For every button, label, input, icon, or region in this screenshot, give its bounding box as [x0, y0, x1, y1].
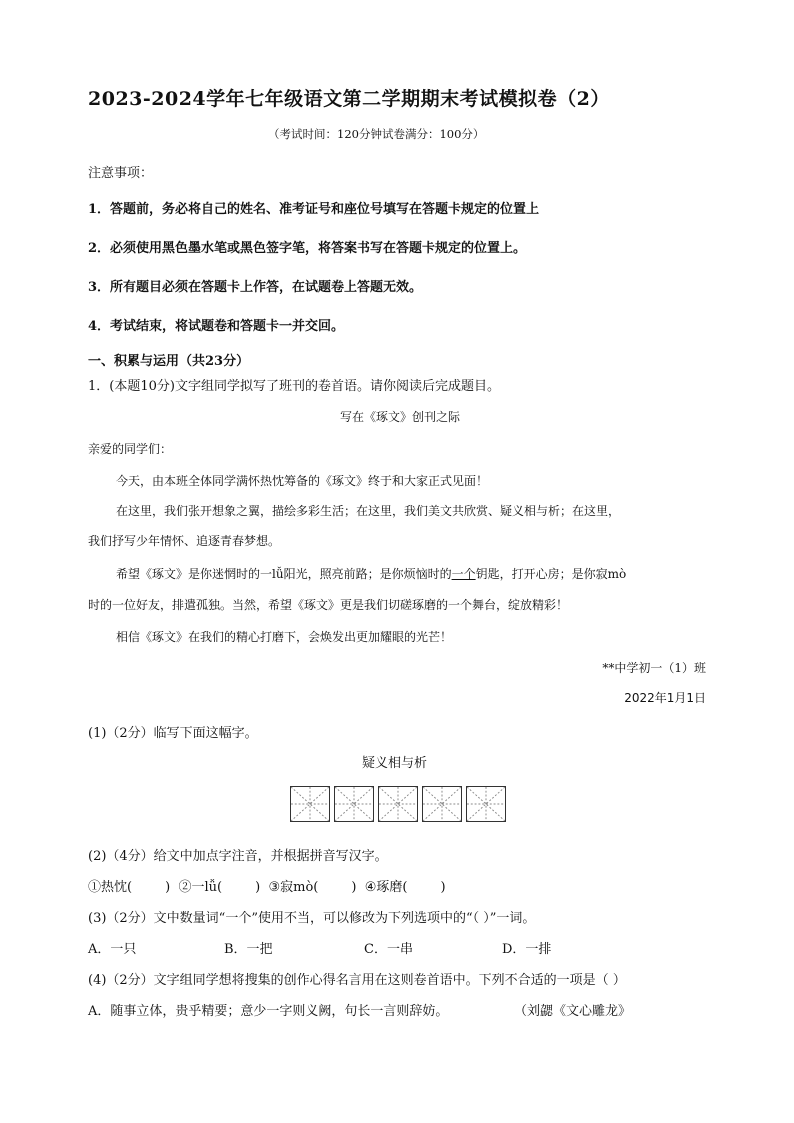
underlined-word: 一个 [451, 567, 476, 581]
notice-item: 2．必须使用黑色墨水笔或黑色签字笔，将答案书写在答题卡规定的位置上。 [88, 241, 527, 256]
option-c[interactable]: C．一串 [364, 942, 413, 957]
question-stem: 1．(本题10分)文字组同学拟写了班刊的卷首语。请你阅读后完成题目。 [88, 379, 500, 394]
passage-greeting: 亲爱的同学们： [88, 442, 173, 456]
passage-paragraph [116, 565, 626, 582]
writing-cell[interactable] [466, 786, 506, 822]
sub-question: (2)（4分）给文中加点字注音，并根据拼音写汉字。 [88, 849, 388, 864]
sub-question-items: ①热忱( ) ②一lǚ( ) ③寂mò( ) ④琢磨( ) [88, 880, 446, 895]
section-heading: 一、积累与运用（共23分） [88, 354, 250, 369]
exam-info: （考试时间：120分钟试卷满分：100分） [268, 127, 485, 141]
notice-item: 1．答题前，务必将自己的姓名、准考证号和座位号填写在答题卡规定的位置上 [88, 202, 540, 217]
passage-title: 写在《琢文》创刊之际 [340, 410, 461, 424]
passage-text: 钥匙，打开心房；是你寂mò [475, 567, 627, 581]
passage-paragraph: 今天，由本班全体同学满怀热忱筹备的《琢文》终于和大家正式见面！ [116, 474, 489, 488]
writing-cell[interactable] [378, 786, 418, 822]
passage-paragraph: 时的一位好友，排遣孤独。当然，希望《琢文》更是我们切磋琢磨的一个舞台，绽放精彩！ [88, 598, 569, 612]
passage-date: 2022年1月1日 [624, 691, 706, 705]
sub-question: (1)（2分）临写下面这幅字。 [88, 726, 258, 741]
option-a[interactable]: A．随事立体，贵乎精要；意少一字则义阙，句长一言则辞妨。 [88, 1004, 449, 1019]
passage-paragraph: 在这里，我们张开想象之翼，描绘多彩生活；在这里，我们美文共欣赏、疑义相与析；在这里， [116, 504, 621, 518]
option-d[interactable]: D．一排 [502, 942, 552, 957]
notice-item: 3．所有题目必须在答题卡上作答，在试题卷上答题无效。 [88, 280, 423, 295]
passage-paragraph: 我们抒写少年情怀、追逐青春梦想。 [88, 534, 281, 548]
passage-signature: **中学初一（1）班 [602, 661, 706, 675]
option-a[interactable]: A．一只 [88, 942, 137, 957]
writing-cell[interactable] [422, 786, 462, 822]
writing-cell[interactable] [290, 786, 330, 822]
passage-paragraph: 相信《琢文》在我们的精心打磨下，会焕发出更加耀眼的光芒！ [116, 630, 453, 644]
notice-item: 4．考试结束，将试题卷和答题卡一并交回。 [88, 319, 345, 334]
copy-text: 疑义相与析 [362, 756, 428, 771]
sub-question: (4)（2分）文字组同学想将搜集的创作心得名言用在这则卷首语中。下列不合适的一项是（ ） [88, 973, 626, 988]
writing-cell[interactable] [334, 786, 374, 822]
option-source: （刘勰《文心雕龙》 [514, 1004, 632, 1019]
sub-question: (3)（2分）文中数量词“一个”使用不当，可以修改为下列选项中的“（ ）”一词。 [88, 911, 536, 926]
passage-text: 希望《琢文》是你迷惘时的一lǚ阳光，照亮前路；是你烦恼时的 [116, 567, 452, 581]
writing-grid [290, 786, 506, 822]
option-b[interactable]: B．一把 [224, 942, 273, 957]
notice-heading: 注意事项： [88, 166, 154, 181]
page-title: 2023-2024学年七年级语文第二学期期末考试模拟卷（2） [88, 88, 610, 110]
